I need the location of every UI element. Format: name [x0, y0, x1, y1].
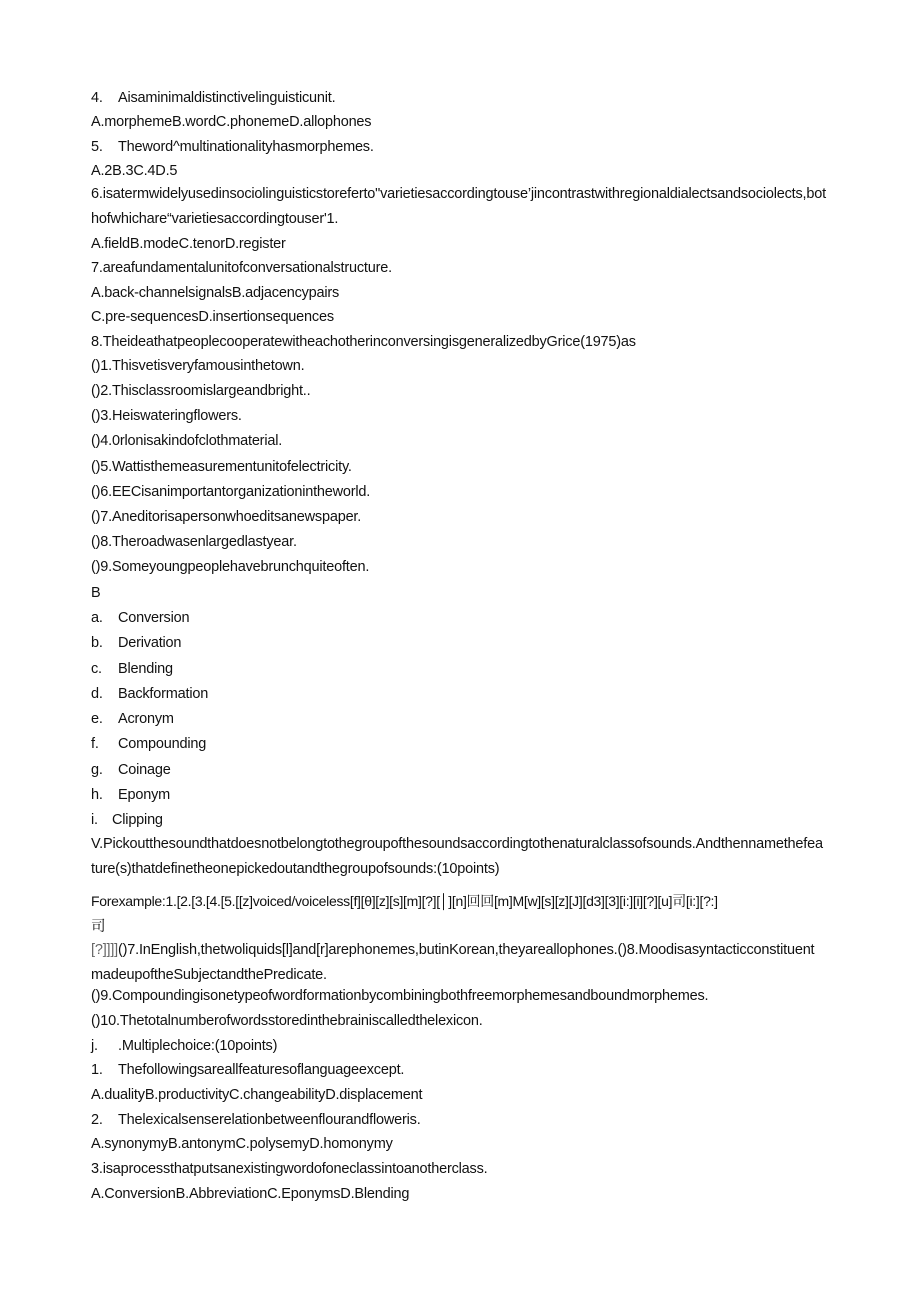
mc-question-3-options: A.ConversionB.AbbreviationC.EponymsD.Blending [91, 1186, 410, 1202]
term-name: Derivation [118, 635, 182, 651]
matching-item: ()7.Aneditorisapersonwhoeditsanewspaper. [91, 509, 362, 525]
mc-question-2-options: A.synonymyB.antonymC.polysemyD.homonymy [91, 1136, 393, 1152]
question-text: Aisaminimaldistinctivelinguisticunit. [118, 90, 336, 106]
question-6-options: A.fieldB.modeC.tenorD.register [91, 236, 286, 252]
question-4 [91, 89, 335, 107]
question-7-options-1: A.back-channelsignalsB.adjacencypairs [91, 285, 340, 301]
section-title: .Multiplechoice:(10points) [118, 1038, 278, 1054]
mc-question-3: 3.isaprocessthatputsanexistingwordofoneclassintoanotherclass. [91, 1161, 488, 1177]
question-6: 6.isatermwidelyusedinsociolinguisticstoreferto"varietiesaccordingtouse’jincontrastwithregionaldialectsandsociolects,bothofwhichare“varietiesaccordingtouser'1. [91, 186, 826, 227]
question-7-options-2: C.pre-sequencesD.insertionsequences [91, 309, 334, 325]
term-item [91, 786, 170, 804]
term-name: Backformation [118, 686, 209, 702]
term-name: Clipping [112, 812, 163, 828]
term-letter: e. [91, 711, 103, 727]
example-line-cont: 司 [91, 919, 106, 935]
mc-question-2 [91, 1111, 421, 1129]
matching-item: ()4.0rlonisakindofclothmaterial. [91, 433, 283, 449]
question-8: 8.TheideathatpeoplecooperatewitheachotherinconversingisgeneralizedbyGrice(1975)as [91, 334, 636, 350]
term-item [91, 811, 163, 829]
question-text: Theword^multinationalityhasmorphemes. [118, 139, 374, 155]
term-letter: d. [91, 686, 103, 702]
term-letter: b. [91, 635, 103, 651]
term-name: Eponym [118, 787, 170, 803]
true-false-text: ()7.InEnglish,thetwoliquids[l]and[r]arephonemes,butinKorean,theyareallophones.()8.MoodisasyntacticconstituentmadeupoftheSubjectandthePredicate. [91, 942, 815, 983]
term-item [91, 735, 206, 753]
term-letter: g. [91, 762, 103, 778]
matching-item: ()8.Theroadwasenlargedlastyear. [91, 534, 297, 550]
term-item [91, 609, 189, 627]
question-number: 5. [91, 139, 103, 155]
mc-question-1-options: A.dualityB.productivityC.changeabilityD.displacement [91, 1087, 423, 1103]
question-number: 4. [91, 90, 103, 106]
example-line: Forexample:1.[2.[3.[4.[5.[[z]voiced/voiceless[f][θ][z][s][m][?][│][n]回回[m]M[w][s][z][J][d3][3][i:][i][?][u]司[i:][?:] [91, 893, 718, 909]
matching-item: ()2.Thisclassroomislargeandbright.. [91, 383, 311, 399]
question-4-options: A.morphemeB.wordC.phonemeD.allophones [91, 114, 372, 130]
term-letter: a. [91, 610, 103, 626]
term-name: Conversion [118, 610, 190, 626]
term-name: Compounding [118, 736, 207, 752]
matching-item: ()3.Heiswateringflowers. [91, 408, 242, 424]
multiple-choice-header [91, 1037, 277, 1055]
term-letter: h. [91, 787, 103, 803]
question-number: 1. [91, 1062, 103, 1078]
matching-item: ()5.Wattisthemeasurementunitofelectricity. [91, 459, 352, 475]
term-item [91, 634, 181, 652]
section-letter: j. [91, 1038, 98, 1054]
term-name: Blending [118, 661, 173, 677]
term-name: Acronym [118, 711, 174, 727]
question-text: Thefollowingsareallfeaturesoflanguageexcept. [118, 1062, 405, 1078]
true-false-7-8 [91, 938, 826, 988]
term-letter: i. [91, 812, 98, 828]
term-letter: f. [91, 736, 99, 752]
true-false-9: ()9.Compoundingisonetypeofwordformationbycombiningbothfreemorphemesandboundmorphemes. [91, 988, 709, 1004]
question-text: Thelexicalsenserelationbetweenflourandfloweris. [118, 1112, 421, 1128]
term-item [91, 761, 171, 779]
term-letter: c. [91, 661, 102, 677]
question-5 [91, 138, 374, 156]
question-5-options: A.2B.3C.4D.5 [91, 163, 178, 179]
matching-item: ()6.EECisanimportantorganizationintheworld. [91, 484, 371, 500]
section-5-instructions: V.Pickoutthesoundthatdoesnotbelongtothegroupofthesoundsaccordingtothenaturalclassofsounds.Andthennamethefeature(s)thatdefinetheonepickedoutandthegroupofsounds:(10points) [91, 836, 823, 877]
matching-item: ()1.Thisvetisveryfamousinthetown. [91, 358, 305, 374]
question-number: 2. [91, 1112, 103, 1128]
mc-question-1 [91, 1061, 404, 1079]
bracket-prefix: [?]]]] [91, 942, 119, 958]
matching-item: ()9.Someyoungpeoplehavebrunchquiteoften. [91, 559, 370, 575]
term-item [91, 660, 173, 678]
column-b-label: B [91, 585, 101, 601]
true-false-10: ()10.Thetotalnumberofwordsstoredinthebrainiscalledthelexicon. [91, 1013, 483, 1029]
term-item [91, 685, 208, 703]
question-7: 7.areafundamentalunitofconversationalstructure. [91, 260, 392, 276]
term-name: Coinage [118, 762, 171, 778]
term-item [91, 710, 174, 728]
